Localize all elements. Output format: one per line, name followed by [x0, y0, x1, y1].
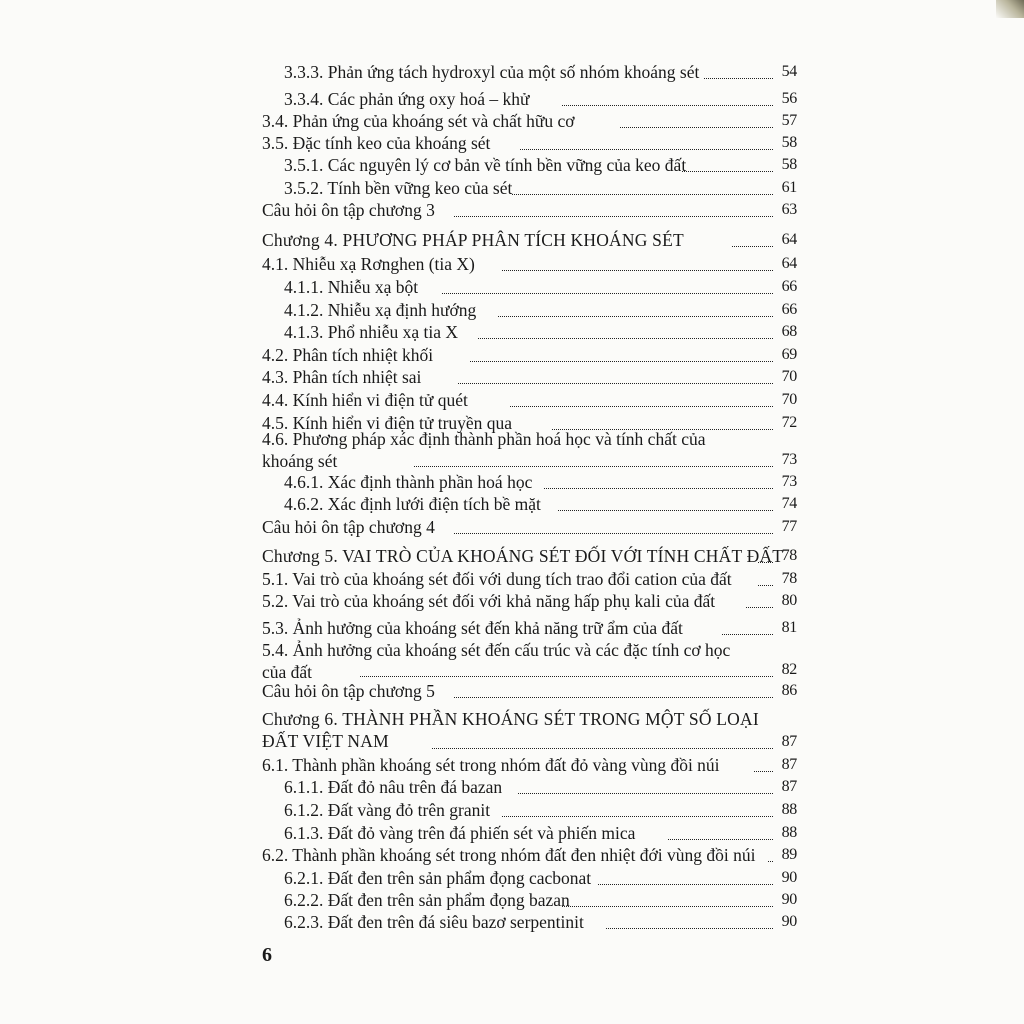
toc-entry-page: 61 [781, 179, 797, 196]
toc-entry-title: 3.5. Đặc tính keo của khoáng sét [262, 133, 491, 153]
page-corner-shadow [996, 0, 1024, 18]
toc-entry-title: 5.3. Ảnh hưởng của khoáng sét đến khả năng trữ ẩm của đất [262, 618, 683, 638]
leader-dots [682, 171, 773, 172]
toc-entry [262, 470, 797, 494]
toc-entry-page: 70 [781, 368, 797, 385]
leader-dots [704, 78, 773, 79]
toc-entry-page: 64 [781, 255, 797, 272]
toc-entry [262, 636, 797, 682]
toc-entry-title: 6.2.1. Đất đen trên sản phẩm đọng cacbonat [284, 868, 592, 888]
toc-entry [262, 589, 797, 613]
toc-entry-title: 6.2.3. Đất đen trên đá siêu bazơ serpentinit [284, 912, 584, 932]
leader-dots [518, 793, 773, 794]
toc-entry [262, 753, 797, 777]
toc-entry [262, 365, 797, 389]
toc-entry [262, 821, 797, 845]
toc-entry-page: 87 [781, 756, 797, 773]
leader-dots [562, 906, 773, 907]
toc-entry-page: 54 [781, 63, 797, 80]
leader-dots [758, 585, 773, 586]
toc-entry-page: 90 [781, 891, 797, 908]
toc-entry-title: 6.1.3. Đất đỏ vàng trên đá phiến sét và phiến mica [284, 823, 636, 843]
leader-dots [454, 216, 773, 217]
toc-entry-page: 64 [781, 231, 797, 248]
toc-entry [262, 176, 797, 200]
toc-entry-page: 78 [781, 547, 797, 564]
toc-entry-page: 90 [781, 913, 797, 930]
leader-dots [454, 533, 773, 534]
toc-entry [262, 275, 797, 299]
leader-dots [722, 634, 773, 635]
toc-entry [262, 910, 797, 934]
toc-entry-page: 74 [781, 495, 797, 512]
toc-entry-title: 4.1.3. Phổ nhiễu xạ tia X [284, 322, 459, 342]
toc-entry-title: Câu hỏi ôn tập chương 5 [262, 681, 435, 701]
toc-entry-page: 73 [781, 451, 797, 468]
toc-entry-title: 4.2. Phân tích nhiệt khối [262, 345, 434, 365]
toc-entry-title: 5.4. Ảnh hưởng của khoáng sét đến cấu trúc và các đặc tính cơ học của đất [262, 640, 731, 682]
toc-entry [262, 343, 797, 367]
toc-entry-page: 68 [781, 323, 797, 340]
leader-dots [598, 884, 773, 885]
leader-dots [620, 127, 773, 128]
toc-entry-title: 4.1. Nhiễu xạ Rơnghen (tia X) [262, 254, 475, 274]
toc-entry [262, 843, 797, 867]
leader-dots [544, 488, 773, 489]
toc-entry [262, 567, 797, 591]
toc-entry [262, 153, 797, 177]
leader-dots [562, 105, 773, 106]
toc-entry [262, 131, 797, 155]
toc-entry-page: 82 [781, 661, 797, 678]
toc-entry-page: 86 [781, 682, 797, 699]
toc-entry-title: Chương 5. VAI TRÒ CỦA KHOÁNG SÉT ĐỐI VỚI TÍNH CHẤT ĐẤT [262, 546, 784, 566]
toc-entry-title: 6.2. Thành phần khoáng sét trong nhóm đất đen nhiệt đới vùng đồi núi [262, 845, 756, 865]
leader-dots [414, 466, 773, 467]
toc-entry-title: 4.4. Kính hiển vi điện tử quét [262, 390, 468, 410]
toc-entry-title: 4.6. Phương pháp xác định thành phần hoá học và tính chất của khoáng sét [262, 429, 706, 471]
toc-entry-title: 5.2. Vai trò của khoáng sét đối với khả năng hấp phụ kali của đất [262, 591, 716, 611]
toc-entry-title: 4.6.2. Xác định lưới điện tích bề mặt [284, 494, 541, 514]
toc-entry-page: 73 [781, 473, 797, 490]
toc-entry-title: 4.3. Phân tích nhiệt sai [262, 367, 422, 387]
toc-entry-page: 87 [781, 733, 797, 750]
leader-dots [606, 928, 773, 929]
toc-entry-title: 6.2.2. Đất đen trên sản phẩm đọng bazan [284, 890, 570, 910]
toc-entry-title: 3.5.2. Tính bền vững keo của sét [284, 178, 513, 198]
toc-chapter-entry [262, 544, 797, 568]
leader-dots [520, 149, 773, 150]
toc-entry-title: 3.3.4. Các phản ứng oxy hoá – khử [284, 89, 530, 109]
toc-entry-page: 77 [781, 518, 797, 535]
toc-entry-page: 78 [781, 570, 797, 587]
leader-dots [758, 562, 773, 563]
toc-entry-page: 89 [781, 846, 797, 863]
toc-entry [262, 866, 797, 890]
toc-entry-title: Chương 4. PHƯƠNG PHÁP PHÂN TÍCH KHOÁNG SÉT [262, 230, 684, 250]
toc-entry-page: 70 [781, 391, 797, 408]
toc-entry-title: Chương 6. THÀNH PHẦN KHOÁNG SÉT TRONG MỘT SỐ LOẠI ĐẤT VIỆT NAM [262, 709, 759, 751]
toc-entry [262, 888, 797, 912]
leader-dots [458, 383, 773, 384]
leader-dots [768, 861, 773, 862]
toc-entry-page: 66 [781, 301, 797, 318]
toc-entry-title: 6.1. Thành phần khoáng sét trong nhóm đất đỏ vàng vùng đồi núi [262, 755, 720, 775]
toc-entry-title: 4.5. Kính hiển vi điện tử truyền qua [262, 413, 513, 433]
toc-entry-page: 58 [781, 134, 797, 151]
leader-dots [502, 270, 773, 271]
leader-dots [746, 607, 773, 608]
toc-entry-title: 5.1. Vai trò của khoáng sét đối với dung tích trao đổi cation của đất [262, 569, 732, 589]
toc-entry-page: 72 [781, 414, 797, 431]
leader-dots [442, 293, 773, 294]
toc-entry-page: 56 [781, 90, 797, 107]
leader-dots [360, 676, 773, 677]
leader-dots [510, 406, 773, 407]
toc-entry [262, 679, 797, 703]
toc-entry-title: 3.3.3. Phản ứng tách hydroxyl của một số nhóm khoáng sét [284, 62, 700, 82]
toc-entry [262, 426, 797, 472]
toc-entry [262, 515, 797, 539]
toc-entry-title: Câu hỏi ôn tập chương 4 [262, 517, 435, 537]
toc-entry-page: 88 [781, 801, 797, 818]
toc-entry [262, 320, 797, 344]
toc-entry-title: 4.1.1. Nhiễu xạ bột [284, 277, 419, 297]
toc-entry-page: 87 [781, 778, 797, 795]
toc-entry [262, 198, 797, 222]
toc-entry-title: 6.1.2. Đất vàng đỏ trên granit [284, 800, 491, 820]
toc-entry-title: 3.5.1. Các nguyên lý cơ bản về tính bền vững của keo đất [284, 155, 687, 175]
toc-entry-title: 4.1.2. Nhiễu xạ định hướng [284, 300, 477, 320]
leader-dots [668, 839, 773, 840]
toc-entry-page: 81 [781, 619, 797, 636]
toc-entry [262, 109, 797, 133]
leader-dots [754, 771, 773, 772]
toc-entry-title: 4.6.1. Xác định thành phần hoá học [284, 472, 533, 492]
leader-dots [478, 338, 773, 339]
leader-dots [558, 510, 773, 511]
leader-dots [732, 246, 773, 247]
toc-entry [262, 252, 797, 276]
toc-entry-page: 80 [781, 592, 797, 609]
toc-entry [262, 388, 797, 412]
leader-dots [432, 748, 773, 749]
leader-dots [502, 816, 773, 817]
toc-entry [262, 298, 797, 322]
toc-entry-page: 69 [781, 346, 797, 363]
toc-entry-page: 63 [781, 201, 797, 218]
toc-chapter-entry [262, 228, 797, 252]
toc-entry-page: 90 [781, 869, 797, 886]
page-number: 6 [262, 944, 272, 966]
toc-entry-page: 88 [781, 824, 797, 841]
leader-dots [512, 194, 773, 195]
leader-dots [470, 361, 773, 362]
toc-entry [262, 492, 797, 516]
toc-entry-page: 58 [781, 156, 797, 173]
toc-entry-title: Câu hỏi ôn tập chương 3 [262, 200, 435, 220]
toc-entry [262, 798, 797, 822]
toc-entry [262, 60, 797, 84]
toc-entry-title: 3.4. Phản ứng của khoáng sét và chất hữu cơ [262, 111, 575, 131]
toc-entry-page: 57 [781, 112, 797, 129]
toc-entry-page: 66 [781, 278, 797, 295]
toc-entry-title: 6.1.1. Đất đỏ nâu trên đá bazan [284, 777, 503, 797]
toc-entry [262, 775, 797, 799]
toc-entry [262, 87, 797, 111]
leader-dots [498, 316, 773, 317]
leader-dots [454, 697, 773, 698]
toc-chapter-entry [262, 708, 797, 754]
